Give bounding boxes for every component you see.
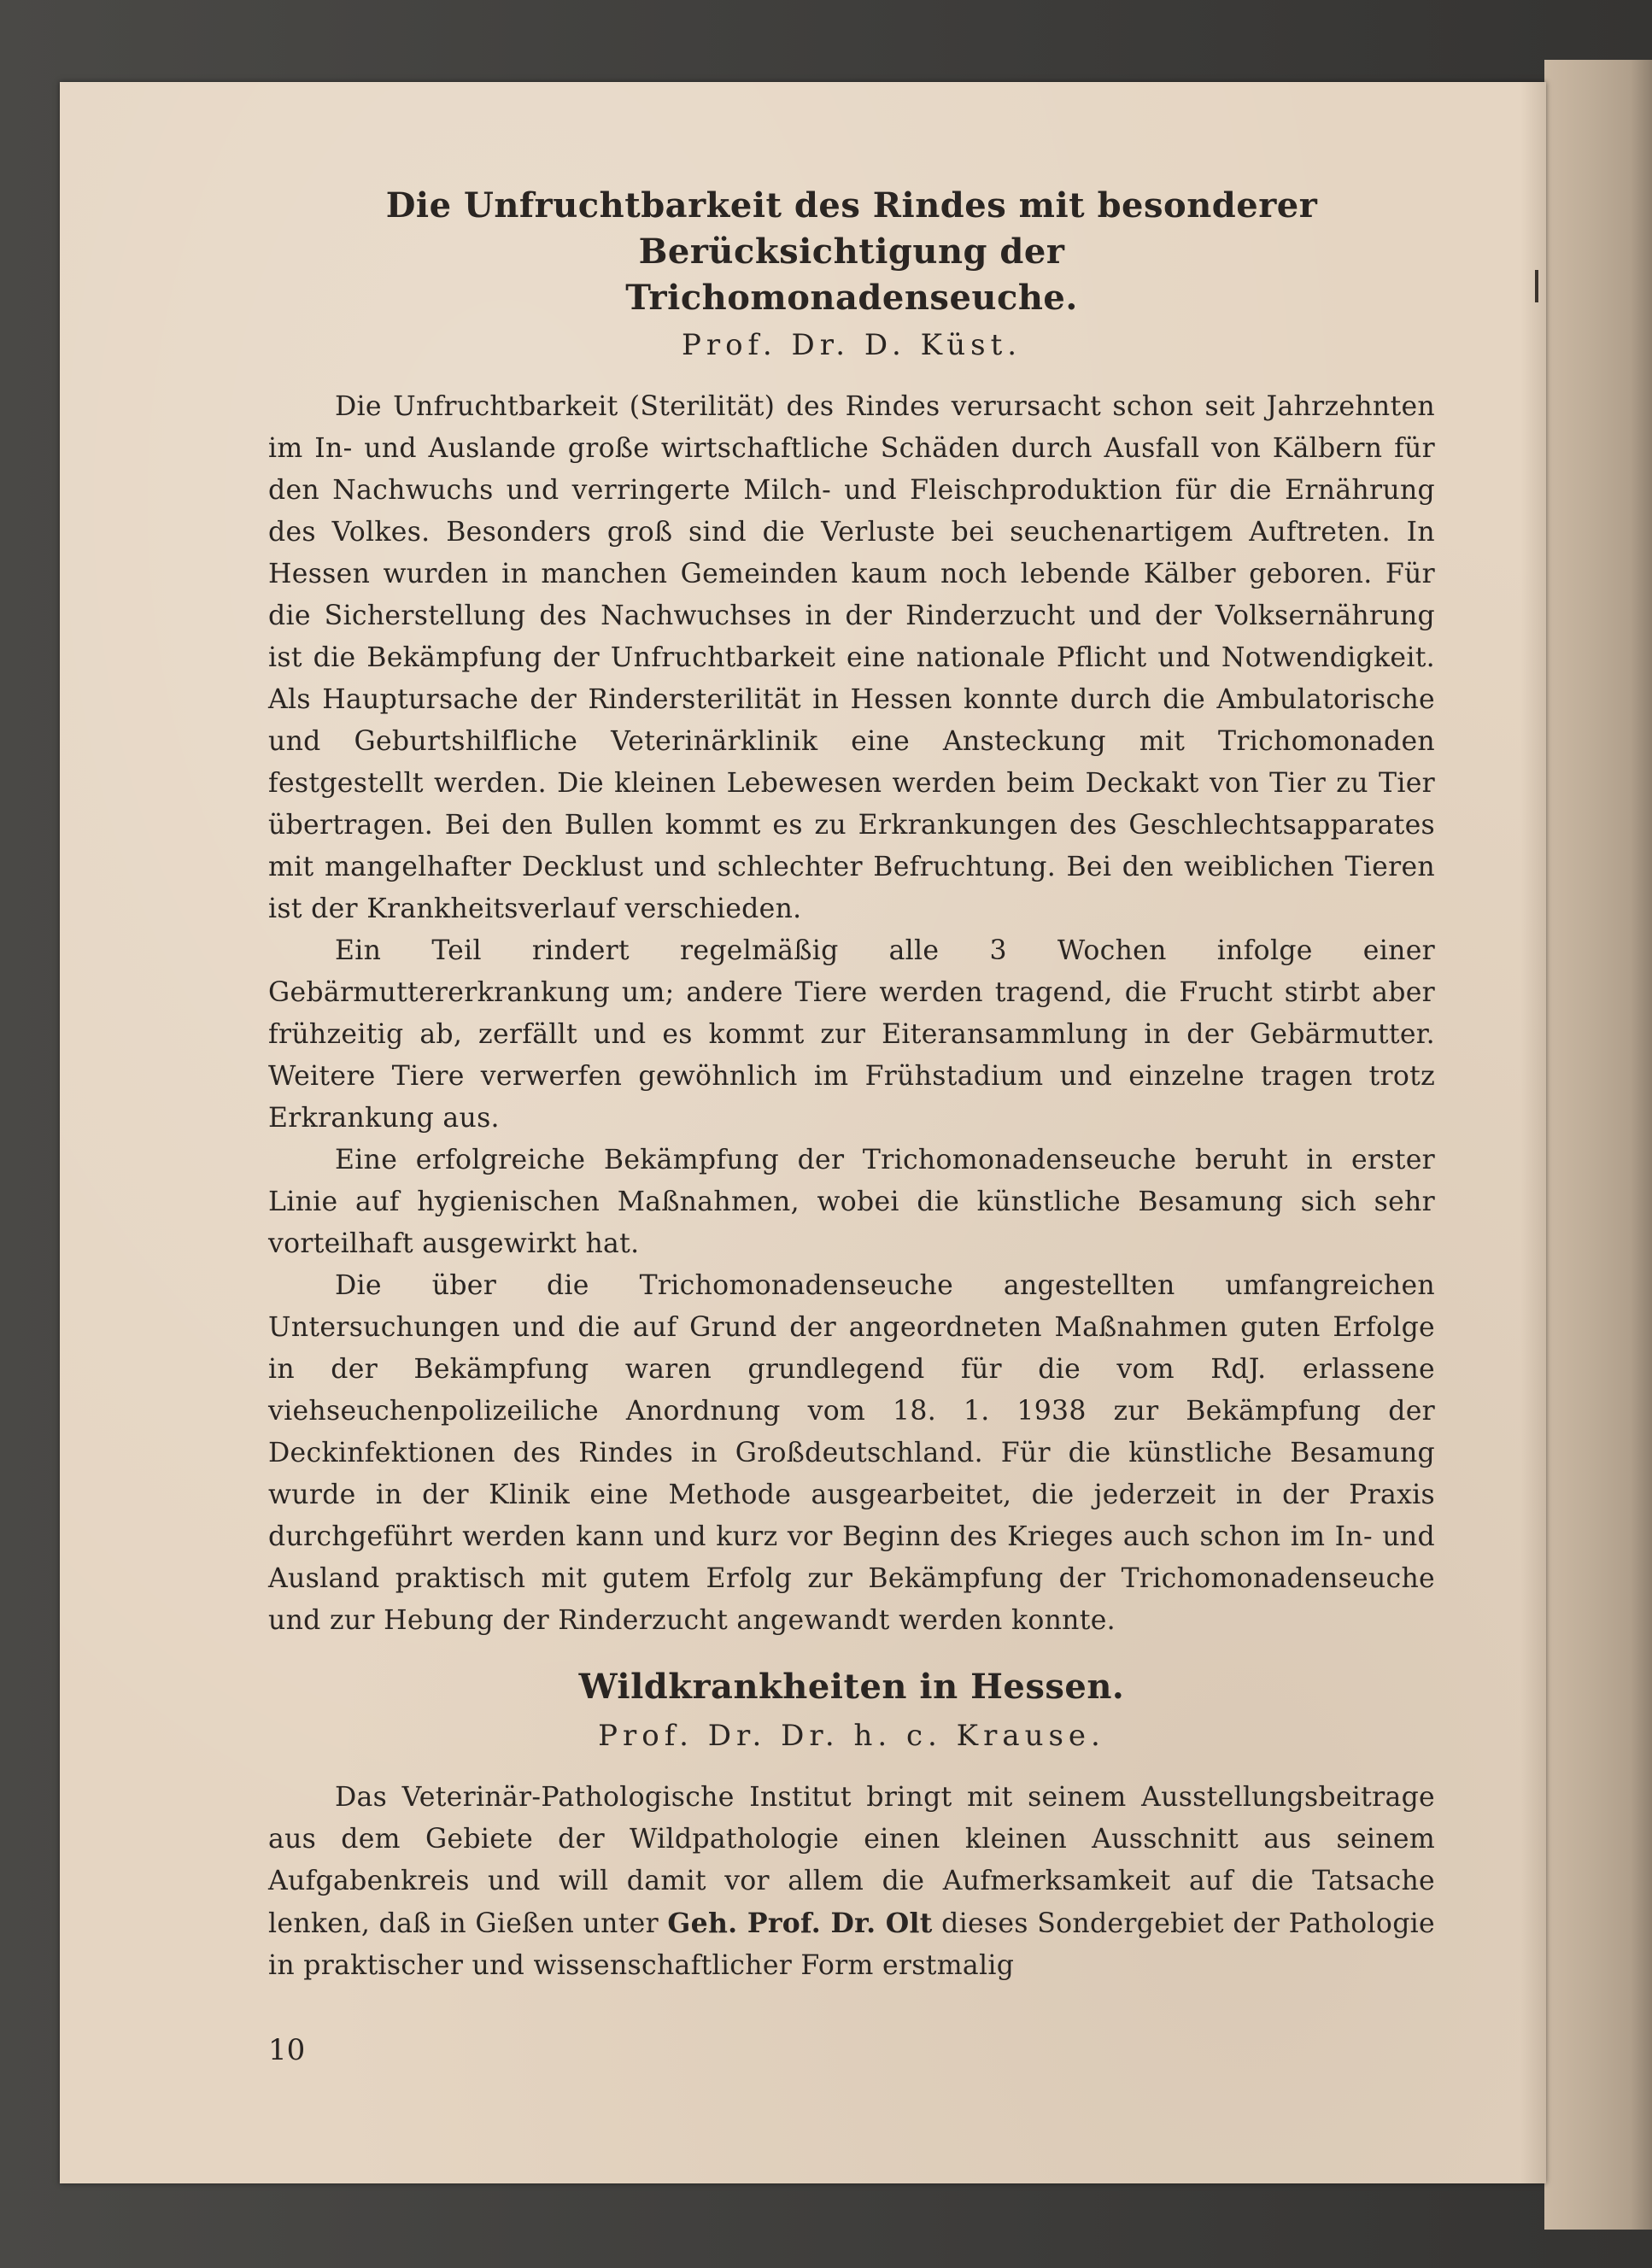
article-title-line-2: Trichomonadenseuche.	[625, 278, 1078, 318]
paragraph-text: dieses Sondergebiet der Pathologie in praktischer und wissenschaftlicher Form erstmalig	[268, 1908, 1435, 1981]
article-title-line-1: Die Unfruchtbarkeit des Rindes mit besonderer Berücksichtigung der	[385, 185, 1318, 272]
article-paragraph: Die Unfruchtbarkeit (Sterilität) des Rindes verursacht schon seit Jahrzehnten im In- und Auslande große wirtschaftliche Schäden durch Ausfall von Kälbern für den Nachwuchs und verringerte Milch- und Fleischproduktion für die Ernährung des Volkes. Besonders groß sind die Verluste bei seuchenartigem Auftreten. In Hessen wurden in manchen Gemeinden kaum noch lebende Kälber geboren. Für die Sicherstellung des Nachwuchses in der Rinderzucht und der Volksernährung ist die Bekämpfung der Unfruchtbarkeit eine nationale Pflicht und Notwendigkeit. Als Hauptursache der Rindersterilität in Hessen konnte durch die Ambulatorische und Geburtshilfliche Veterinärklinik eine Ansteckung mit Trichomonaden festgestellt werden. Die kleinen Lebewesen werden beim Deckakt von Tier zu Tier übertragen. Bei den Bullen kommt es zu Erkrankungen des Geschlechtsapparates mit mangelhafter Decklust und schlechter Befruchtung. Bei den weiblichen Tieren ist der Krankheitsverlauf verschieden.	[268, 391, 1435, 924]
article-title: Wildkrankheiten in Hessen.	[578, 1667, 1125, 1707]
margin-mark	[1535, 270, 1538, 302]
article-paragraph: Ein Teil rindert regelmäßig alle 3 Wochen infolge einer Gebärmuttererkrankung um; andere Tiere werden tragend, die Frucht stirbt aber frühzeitig ab, zerfällt und es kommt zur Eiteransammlung in der Gebärmutter. Weitere Tiere verwerfen gewöhnlich im Frühstadium und einzelne tragen trotz Erkrankung aus.	[268, 935, 1435, 1134]
article-paragraph	[268, 1777, 1435, 1987]
book-binding-edge	[1544, 60, 1652, 2230]
document-page	[60, 82, 1546, 2183]
paragraph-emphasis: Geh. Prof. Dr. Olt	[667, 1908, 933, 1939]
article-wildkrankheiten	[268, 1664, 1435, 1987]
article-trichomonadenseuche	[268, 183, 1435, 1642]
page-fold-shadow	[1520, 82, 1546, 2183]
article-paragraph: Eine erfolgreiche Bekämpfung der Trichomonadenseuche beruht in erster Linie auf hygienischen Maßnahmen, wobei die künstliche Besamung sich sehr vorteilhaft ausgewirkt hat.	[268, 1145, 1435, 1259]
page-number: 10	[268, 2033, 306, 2067]
article-author: Prof. Dr. Dr. h. c. Krause.	[598, 1719, 1105, 1753]
paragraph-text: Das Veterinär-Pathologische Institut bringt mit seinem Ausstellungsbeitrage aus dem Gebiete der Wildpathologie einen kleinen Ausschnitt aus seinem Aufgabenkreis und will damit vor allem die Aufmerksamkeit auf die Tatsache lenken, daß in Gießen unter	[268, 1782, 1435, 1939]
article-title	[268, 183, 1435, 321]
article-paragraph: Die über die Trichomonadenseuche angestellten umfangreichen Untersuchungen und die auf Grund der angeordneten Maßnahmen guten Erfolge in der Bekämpfung waren grundlegend für die vom RdJ. erlassene viehseuchenpolizeiliche Anordnung vom 18. 1. 1938 zur Bekämpfung der Deckinfektionen des Rindes in Großdeutschland. Für die künstliche Besamung wurde in der Klinik eine Methode ausgearbeitet, die jederzeit in der Praxis durchgeführt werden kann und kurz vor Beginn des Krieges auch schon im In- und Ausland praktisch mit gutem Erfolg zur Bekämpfung der Trichomonadenseuche und zur Hebung der Rinderzucht angewandt werden konnte.	[268, 1270, 1435, 1636]
article-author: Prof. Dr. D. Küst.	[681, 328, 1022, 362]
